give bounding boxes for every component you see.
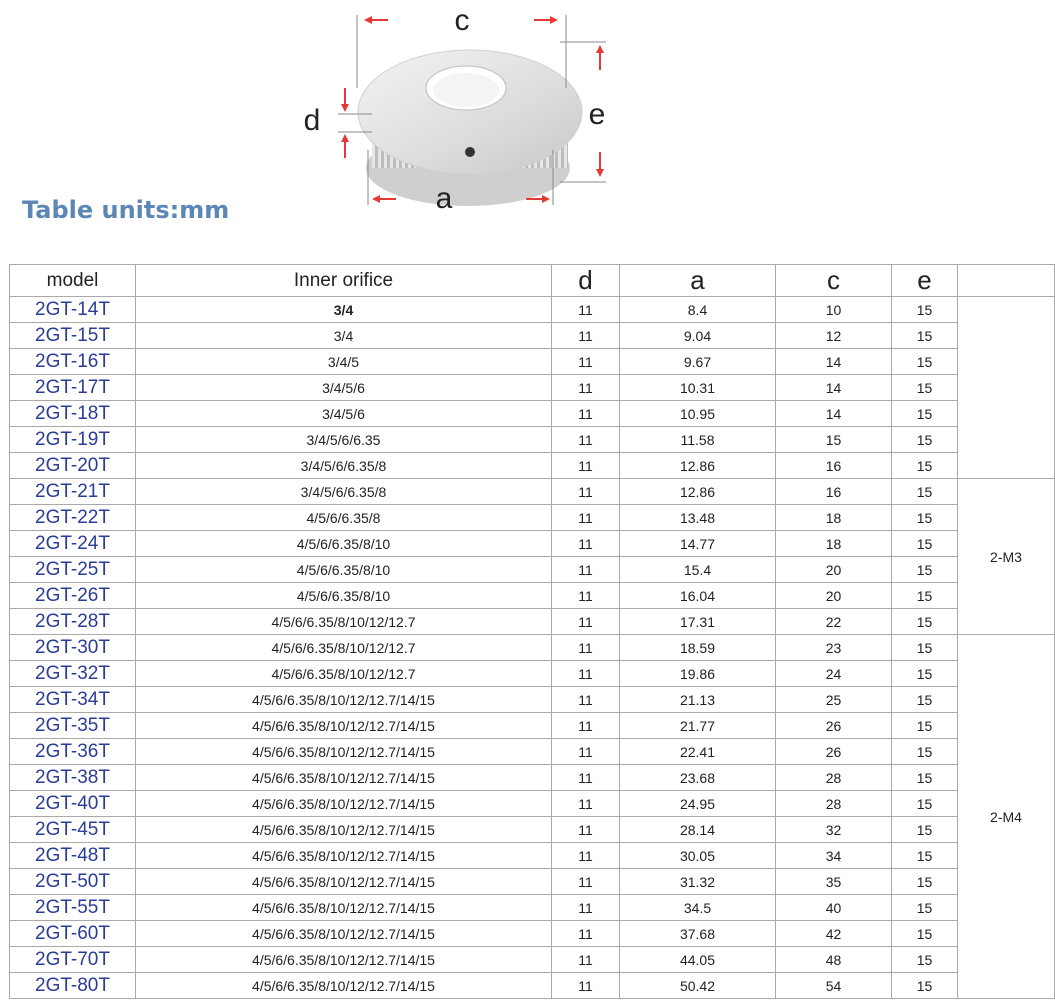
d-cell: 11 xyxy=(552,765,620,791)
d-cell: 11 xyxy=(552,973,620,999)
inner-orifice-cell: 3/4/5/6 xyxy=(136,375,552,401)
model-cell: 2GT-60T xyxy=(10,921,136,947)
a-cell: 9.67 xyxy=(620,349,776,375)
table-row xyxy=(10,401,1055,427)
inner-orifice-cell: 4/5/6/6.35/8/10/12/12.7/14/15 xyxy=(136,895,552,921)
model-cell: 2GT-30T xyxy=(10,635,136,661)
table-body xyxy=(10,297,1055,999)
c-cell: 14 xyxy=(776,401,892,427)
d-cell: 11 xyxy=(552,583,620,609)
c-cell: 28 xyxy=(776,765,892,791)
table-row xyxy=(10,895,1055,921)
a-cell: 8.4 xyxy=(620,297,776,323)
c-cell: 42 xyxy=(776,921,892,947)
c-cell: 25 xyxy=(776,687,892,713)
e-cell: 15 xyxy=(892,635,958,661)
inner-orifice-cell: 4/5/6/6.35/8/10 xyxy=(136,557,552,583)
header-e: e xyxy=(892,265,958,297)
inner-orifice-cell: 3/4 xyxy=(136,297,552,323)
table-row xyxy=(10,661,1055,687)
inner-orifice-cell: 3/4/5/6 xyxy=(136,401,552,427)
c-cell: 48 xyxy=(776,947,892,973)
e-cell: 15 xyxy=(892,869,958,895)
d-cell: 11 xyxy=(552,479,620,505)
model-cell: 2GT-20T xyxy=(10,453,136,479)
a-cell: 31.32 xyxy=(620,869,776,895)
a-cell: 11.58 xyxy=(620,427,776,453)
inner-orifice-cell: 4/5/6/6.35/8/10/12/12.7/14/15 xyxy=(136,791,552,817)
c-cell: 28 xyxy=(776,791,892,817)
a-cell: 37.68 xyxy=(620,921,776,947)
inner-orifice-cell: 4/5/6/6.35/8/10 xyxy=(136,531,552,557)
model-cell: 2GT-70T xyxy=(10,947,136,973)
screw-spec-cell xyxy=(958,297,1055,479)
d-cell: 11 xyxy=(552,921,620,947)
header-a: a xyxy=(620,265,776,297)
inner-orifice-cell: 4/5/6/6.35/8/10/12/12.7 xyxy=(136,661,552,687)
table-row xyxy=(10,635,1055,661)
model-cell: 2GT-32T xyxy=(10,661,136,687)
a-cell: 9.04 xyxy=(620,323,776,349)
d-cell: 11 xyxy=(552,323,620,349)
e-cell: 15 xyxy=(892,791,958,817)
inner-orifice-cell: 4/5/6/6.35/8/10/12/12.7/14/15 xyxy=(136,973,552,999)
inner-orifice-cell: 4/5/6/6.35/8/10/12/12.7/14/15 xyxy=(136,765,552,791)
inner-orifice-cell: 4/5/6/6.35/8/10/12/12.7/14/15 xyxy=(136,713,552,739)
table-row xyxy=(10,765,1055,791)
units-caption: Table units:mm xyxy=(22,196,230,224)
table-row xyxy=(10,297,1055,323)
c-cell: 23 xyxy=(776,635,892,661)
d-cell: 11 xyxy=(552,505,620,531)
table-row xyxy=(10,323,1055,349)
inner-orifice-cell: 4/5/6/6.35/8/10/12/12.7/14/15 xyxy=(136,739,552,765)
e-cell: 15 xyxy=(892,583,958,609)
inner-orifice-cell: 4/5/6/6.35/8/10/12/12.7/14/15 xyxy=(136,869,552,895)
d-cell: 11 xyxy=(552,843,620,869)
e-cell: 15 xyxy=(892,427,958,453)
a-cell: 10.31 xyxy=(620,375,776,401)
inner-orifice-cell: 3/4/5/6/6.35 xyxy=(136,427,552,453)
c-cell: 32 xyxy=(776,817,892,843)
e-cell: 15 xyxy=(892,557,958,583)
a-cell: 44.05 xyxy=(620,947,776,973)
c-cell: 14 xyxy=(776,349,892,375)
d-cell: 11 xyxy=(552,401,620,427)
e-cell: 15 xyxy=(892,349,958,375)
a-cell: 22.41 xyxy=(620,739,776,765)
c-cell: 22 xyxy=(776,609,892,635)
d-cell: 11 xyxy=(552,947,620,973)
a-cell: 50.42 xyxy=(620,973,776,999)
a-cell: 21.77 xyxy=(620,713,776,739)
e-cell: 15 xyxy=(892,401,958,427)
table-row xyxy=(10,427,1055,453)
table-row xyxy=(10,609,1055,635)
e-cell: 15 xyxy=(892,375,958,401)
model-cell: 2GT-17T xyxy=(10,375,136,401)
c-cell: 26 xyxy=(776,713,892,739)
a-cell: 19.86 xyxy=(620,661,776,687)
inner-orifice-cell: 3/4/5 xyxy=(136,349,552,375)
inner-orifice-cell: 4/5/6/6.35/8/10/12/12.7/14/15 xyxy=(136,817,552,843)
e-cell: 15 xyxy=(892,531,958,557)
d-cell: 11 xyxy=(552,609,620,635)
e-cell: 15 xyxy=(892,479,958,505)
table-row xyxy=(10,843,1055,869)
d-cell: 11 xyxy=(552,739,620,765)
header-c: c xyxy=(776,265,892,297)
d-cell: 11 xyxy=(552,427,620,453)
model-cell: 2GT-19T xyxy=(10,427,136,453)
model-cell: 2GT-15T xyxy=(10,323,136,349)
c-cell: 18 xyxy=(776,505,892,531)
c-cell: 14 xyxy=(776,375,892,401)
table-row xyxy=(10,375,1055,401)
e-cell: 15 xyxy=(892,895,958,921)
model-cell: 2GT-55T xyxy=(10,895,136,921)
d-cell: 11 xyxy=(552,349,620,375)
table-row xyxy=(10,687,1055,713)
c-cell: 18 xyxy=(776,531,892,557)
inner-orifice-cell: 4/5/6/6.35/8/10/12/12.7/14/15 xyxy=(136,921,552,947)
c-cell: 12 xyxy=(776,323,892,349)
inner-orifice-cell: 4/5/6/6.35/8/10/12/12.7 xyxy=(136,609,552,635)
screw-spec-cell: 2-M3 xyxy=(958,479,1055,635)
table-row xyxy=(10,947,1055,973)
header-screw xyxy=(958,265,1055,297)
c-cell: 15 xyxy=(776,427,892,453)
e-cell: 15 xyxy=(892,843,958,869)
d-cell: 11 xyxy=(552,895,620,921)
e-cell: 15 xyxy=(892,947,958,973)
a-cell: 21.13 xyxy=(620,687,776,713)
model-cell: 2GT-48T xyxy=(10,843,136,869)
model-cell: 2GT-35T xyxy=(10,713,136,739)
d-cell: 11 xyxy=(552,661,620,687)
c-cell: 40 xyxy=(776,895,892,921)
table-row xyxy=(10,505,1055,531)
c-cell: 16 xyxy=(776,479,892,505)
c-cell: 54 xyxy=(776,973,892,999)
e-cell: 15 xyxy=(892,973,958,999)
e-cell: 15 xyxy=(892,453,958,479)
a-cell: 12.86 xyxy=(620,479,776,505)
model-cell: 2GT-36T xyxy=(10,739,136,765)
table-row xyxy=(10,453,1055,479)
e-cell: 15 xyxy=(892,661,958,687)
d-cell: 11 xyxy=(552,713,620,739)
table-row xyxy=(10,349,1055,375)
inner-orifice-cell: 4/5/6/6.35/8/10 xyxy=(136,583,552,609)
a-cell: 12.86 xyxy=(620,453,776,479)
a-cell: 30.05 xyxy=(620,843,776,869)
table-row xyxy=(10,791,1055,817)
a-cell: 24.95 xyxy=(620,791,776,817)
table-row xyxy=(10,531,1055,557)
e-cell: 15 xyxy=(892,817,958,843)
a-cell: 10.95 xyxy=(620,401,776,427)
d-cell: 11 xyxy=(552,791,620,817)
inner-orifice-cell: 4/5/6/6.35/8 xyxy=(136,505,552,531)
model-cell: 2GT-24T xyxy=(10,531,136,557)
d-cell: 11 xyxy=(552,557,620,583)
table-row xyxy=(10,921,1055,947)
inner-orifice-cell: 3/4/5/6/6.35/8 xyxy=(136,453,552,479)
d-cell: 11 xyxy=(552,453,620,479)
model-cell: 2GT-26T xyxy=(10,583,136,609)
table-row xyxy=(10,973,1055,999)
e-cell: 15 xyxy=(892,765,958,791)
table-header-row xyxy=(10,265,1055,297)
model-cell: 2GT-16T xyxy=(10,349,136,375)
label-e: e xyxy=(588,98,606,131)
c-cell: 26 xyxy=(776,739,892,765)
table-row xyxy=(10,869,1055,895)
a-cell: 23.68 xyxy=(620,765,776,791)
d-cell: 11 xyxy=(552,375,620,401)
header-d: d xyxy=(552,265,620,297)
model-cell: 2GT-45T xyxy=(10,817,136,843)
e-cell: 15 xyxy=(892,921,958,947)
table-row xyxy=(10,479,1055,505)
header-inner-orifice: Inner orifice xyxy=(136,265,552,297)
a-cell: 16.04 xyxy=(620,583,776,609)
c-cell: 20 xyxy=(776,583,892,609)
e-cell: 15 xyxy=(892,687,958,713)
a-cell: 14.77 xyxy=(620,531,776,557)
spec-table xyxy=(9,264,1055,999)
pulley-image xyxy=(358,50,582,206)
d-cell: 11 xyxy=(552,531,620,557)
label-c: c xyxy=(454,4,470,37)
model-cell: 2GT-38T xyxy=(10,765,136,791)
inner-orifice-cell: 4/5/6/6.35/8/10/12/12.7/14/15 xyxy=(136,947,552,973)
model-cell: 2GT-50T xyxy=(10,869,136,895)
a-cell: 28.14 xyxy=(620,817,776,843)
inner-orifice-cell: 3/4/5/6/6.35/8 xyxy=(136,479,552,505)
a-cell: 15.4 xyxy=(620,557,776,583)
table-row xyxy=(10,713,1055,739)
model-cell: 2GT-40T xyxy=(10,791,136,817)
c-cell: 35 xyxy=(776,869,892,895)
inner-orifice-cell: 3/4 xyxy=(136,323,552,349)
inner-orifice-cell: 4/5/6/6.35/8/10/12/12.7 xyxy=(136,635,552,661)
d-cell: 11 xyxy=(552,297,620,323)
header-model: model xyxy=(10,265,136,297)
table-row xyxy=(10,557,1055,583)
d-cell: 11 xyxy=(552,817,620,843)
model-cell: 2GT-25T xyxy=(10,557,136,583)
model-cell: 2GT-14T xyxy=(10,297,136,323)
d-cell: 11 xyxy=(552,869,620,895)
table-row xyxy=(10,583,1055,609)
a-cell: 13.48 xyxy=(620,505,776,531)
e-cell: 15 xyxy=(892,609,958,635)
model-cell: 2GT-21T xyxy=(10,479,136,505)
model-cell: 2GT-80T xyxy=(10,973,136,999)
screw-spec-cell: 2-M4 xyxy=(958,635,1055,999)
model-cell: 2GT-22T xyxy=(10,505,136,531)
model-cell: 2GT-28T xyxy=(10,609,136,635)
c-cell: 16 xyxy=(776,453,892,479)
inner-orifice-cell: 4/5/6/6.35/8/10/12/12.7/14/15 xyxy=(136,843,552,869)
c-cell: 20 xyxy=(776,557,892,583)
c-cell: 24 xyxy=(776,661,892,687)
e-cell: 15 xyxy=(892,323,958,349)
inner-orifice-cell: 4/5/6/6.35/8/10/12/12.7/14/15 xyxy=(136,687,552,713)
e-cell: 15 xyxy=(892,297,958,323)
e-cell: 15 xyxy=(892,739,958,765)
c-cell: 10 xyxy=(776,297,892,323)
e-cell: 15 xyxy=(892,505,958,531)
d-cell: 11 xyxy=(552,635,620,661)
c-cell: 34 xyxy=(776,843,892,869)
a-cell: 17.31 xyxy=(620,609,776,635)
a-cell: 34.5 xyxy=(620,895,776,921)
table-row xyxy=(10,739,1055,765)
table-row xyxy=(10,817,1055,843)
e-cell: 15 xyxy=(892,713,958,739)
model-cell: 2GT-34T xyxy=(10,687,136,713)
label-a: a xyxy=(435,182,453,215)
a-cell: 18.59 xyxy=(620,635,776,661)
label-d: d xyxy=(303,104,321,137)
model-cell: 2GT-18T xyxy=(10,401,136,427)
d-cell: 11 xyxy=(552,687,620,713)
